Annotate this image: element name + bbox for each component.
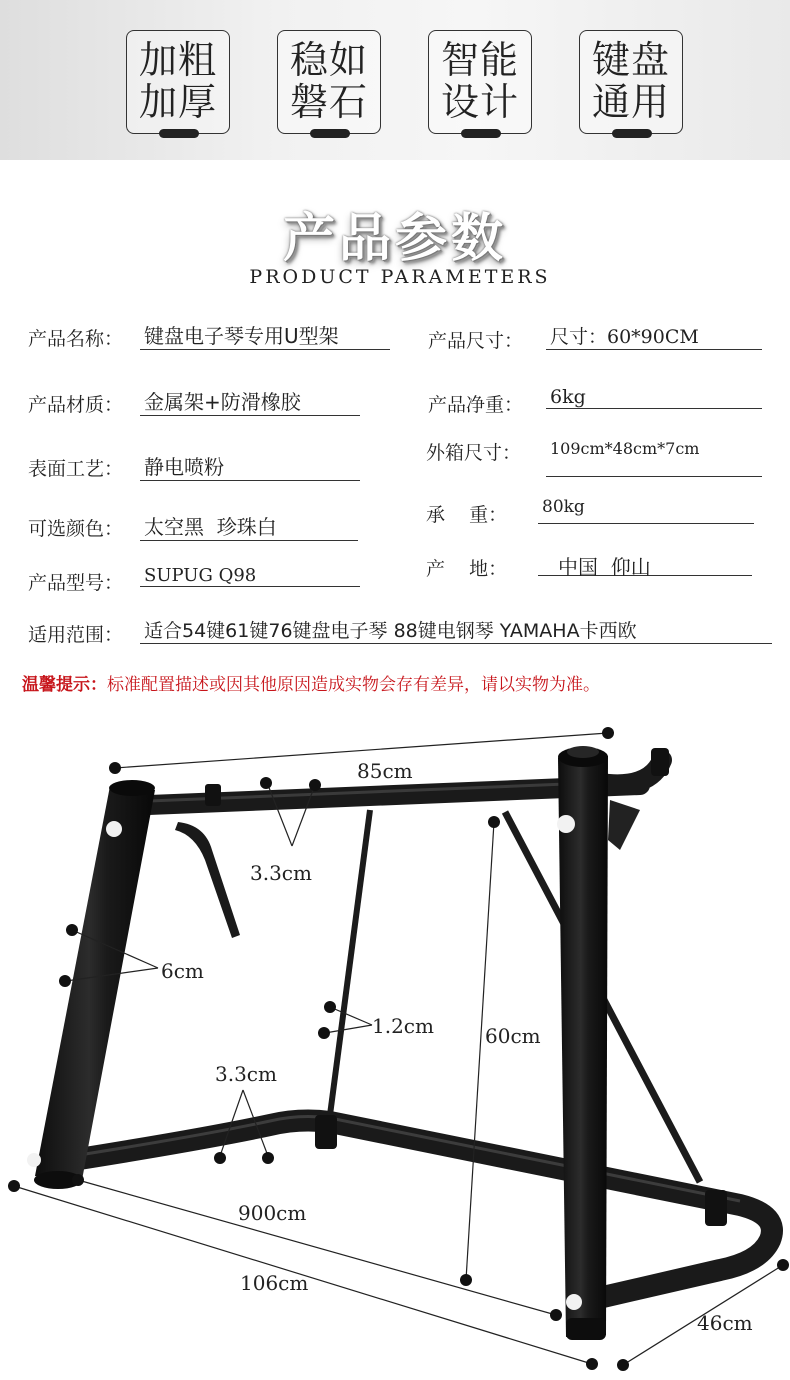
param-load-value: 80kg	[538, 497, 754, 524]
param-box-label: 外箱尺寸：	[426, 442, 522, 464]
param-surface-value: 静电喷粉	[140, 451, 360, 481]
section-title-en: PRODUCT PARAMETERS	[249, 266, 551, 288]
feature-badge-stable	[277, 30, 381, 134]
stand-frame	[27, 746, 772, 1340]
param-name-value: 键盘电子琴专用U型架	[140, 320, 390, 350]
badge-line1: 加粗	[138, 38, 217, 82]
stand-dimension-diagram	[0, 700, 790, 1380]
badge-line2: 磐石	[289, 80, 368, 124]
dim-total-length: 106cm	[240, 1271, 309, 1295]
param-colors-value: 太空黑 珍珠白	[140, 511, 358, 541]
dim-leg-diameter: 6cm	[161, 959, 204, 983]
param-origin-label: 产 地：	[426, 558, 508, 580]
section-title: 产品参数	[282, 209, 507, 269]
badge-line1: 稳如	[289, 38, 368, 82]
param-range-label: 适用范围：	[28, 624, 124, 646]
param-size-value: 尺寸：60*90CM	[546, 322, 762, 350]
badge-line2: 加厚	[138, 80, 217, 124]
param-colors-label: 可选颜色：	[28, 518, 124, 540]
param-name-label: 产品名称：	[28, 328, 124, 350]
dim-tube-bottom: 3.3cm	[215, 1062, 277, 1086]
dim-top-width: 85cm	[357, 759, 413, 783]
param-model-label: 产品型号：	[28, 572, 124, 594]
feature-badge-universal	[579, 30, 683, 134]
badge-line2: 设计	[440, 80, 519, 124]
dim-depth: 46cm	[697, 1311, 753, 1335]
feature-badge-thick	[126, 30, 230, 134]
dim-tube-top: 3.3cm	[250, 861, 312, 885]
feature-badge-design	[428, 30, 532, 134]
param-load-label: 承 重：	[426, 504, 508, 526]
param-size-label: 产品尺寸：	[428, 330, 524, 352]
dim-height: 60cm	[485, 1024, 541, 1048]
param-material-label: 产品材质：	[28, 394, 124, 416]
param-box-value: 109cm*48cm*7cm	[546, 437, 762, 477]
dim-rod: 1.2cm	[372, 1014, 434, 1038]
badge-line2: 通用	[591, 80, 670, 124]
warm-tip-text: 标准配置描述或因其他原因造成实物会存有差异，请以实物为准。	[107, 675, 600, 695]
param-origin-value: 中国 仰山	[538, 551, 752, 576]
param-weight-label: 产品净重：	[428, 394, 524, 416]
warm-tip	[22, 670, 600, 695]
badge-line1: 键盘	[591, 38, 670, 82]
param-surface-label: 表面工艺：	[28, 458, 124, 480]
param-material-value: 金属架+防滑橡胶	[140, 386, 360, 416]
warm-tip-prefix: 温馨提示：	[22, 675, 107, 695]
param-range-value: 适合54键61键76键盘电子琴 88键电钢琴 YAMAHA卡西欧	[140, 616, 772, 644]
param-model-value: SUPUG Q98	[140, 565, 360, 587]
feature-banner	[0, 0, 790, 160]
badge-line1: 智能	[440, 38, 519, 82]
dim-inner-length: 900cm	[238, 1201, 307, 1225]
param-weight-value: 6kg	[546, 386, 762, 409]
